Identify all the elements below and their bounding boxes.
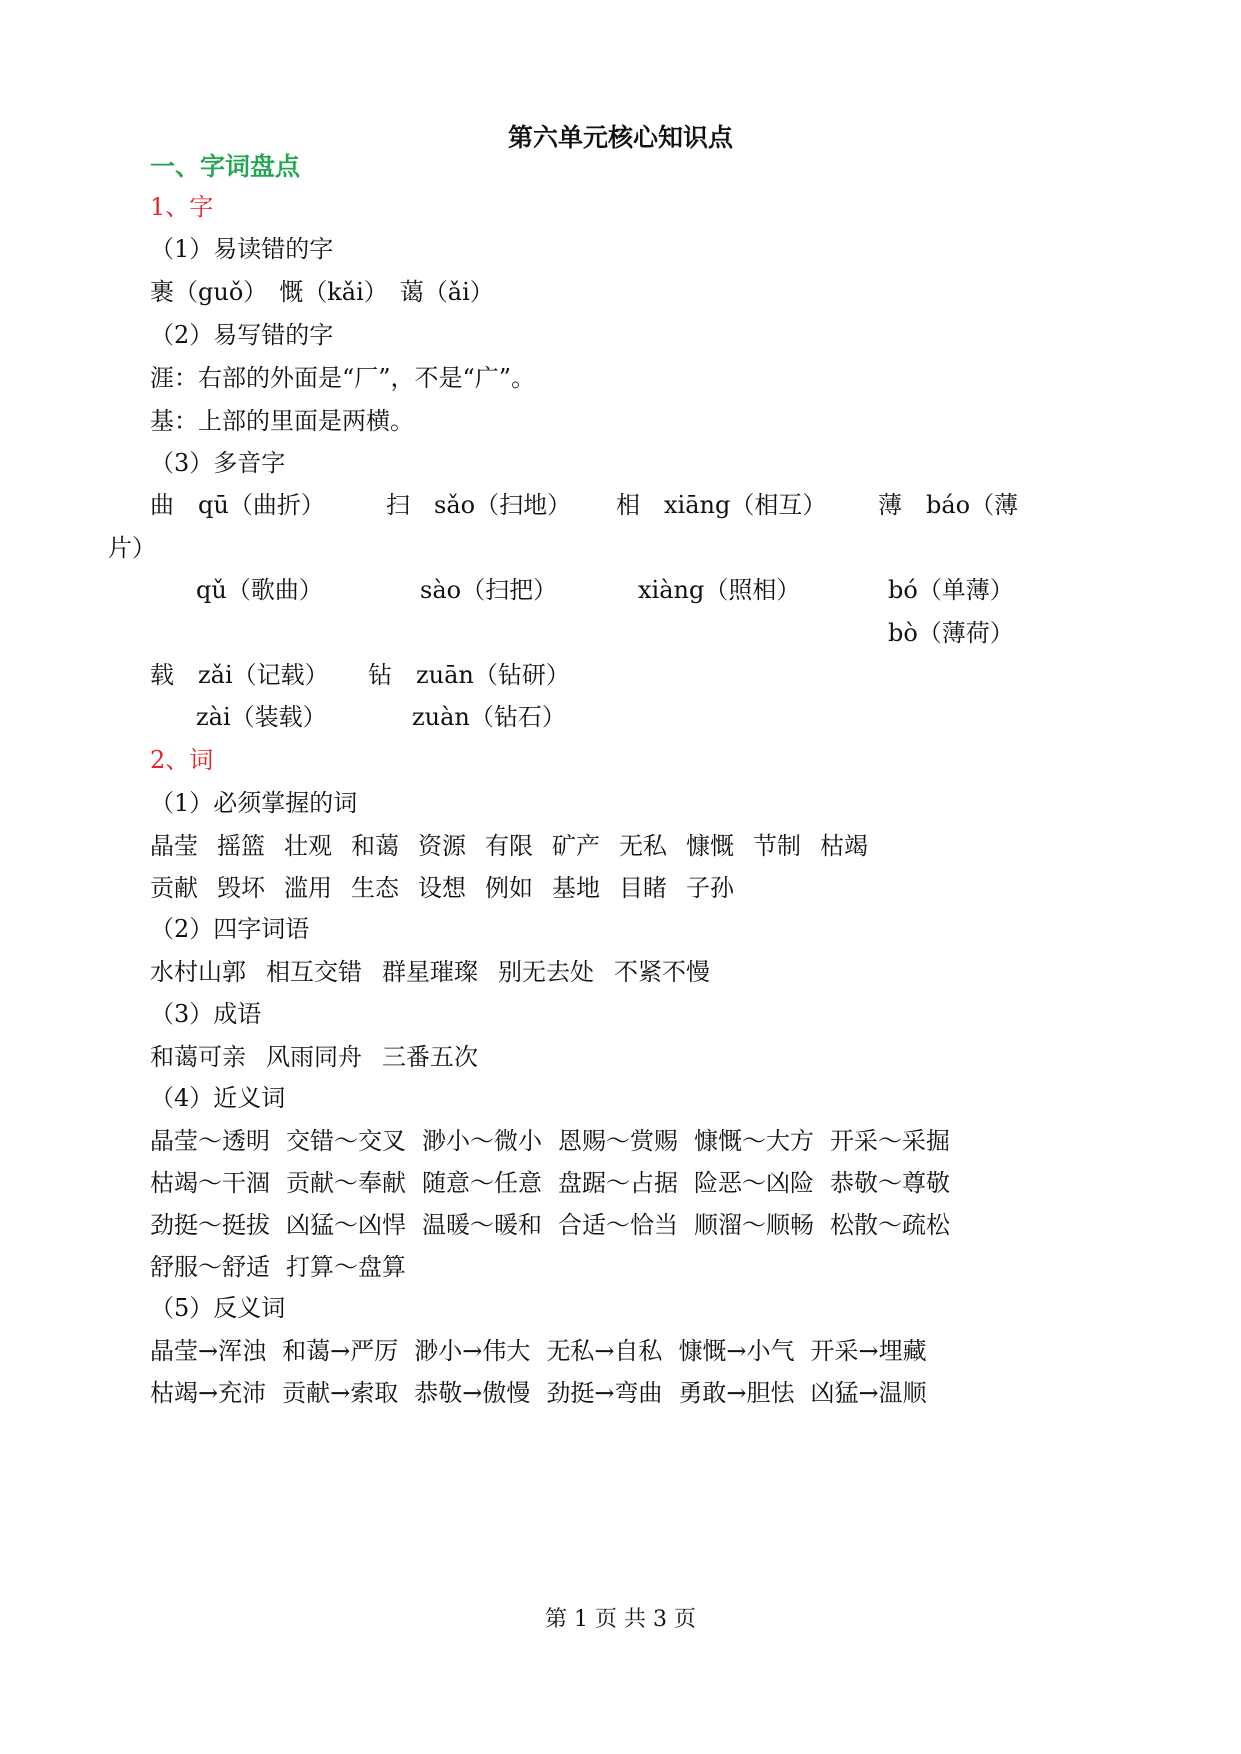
word-item: 开采～采掘 <box>830 1127 950 1155</box>
poly-bao-3: bò（薄荷） <box>888 619 1014 647</box>
idioms-row <box>150 1042 498 1072</box>
poly-bao-1: 薄 báo（薄 <box>878 491 1019 519</box>
easy-read-line: 裹（guǒ） 慨（kǎi） 蔼（ǎi） <box>150 278 494 306</box>
word-item: 别无去处 <box>498 958 594 986</box>
word-item: 和蔼→严厉 <box>282 1337 399 1365</box>
word-item: 盘踞～占据 <box>558 1169 678 1197</box>
antonyms-row-2 <box>150 1378 943 1408</box>
word-item: 松散～疏松 <box>830 1211 950 1239</box>
word-item: 有限 <box>485 832 533 860</box>
word-item: 枯竭→充沛 <box>150 1379 267 1407</box>
word-item: 资源 <box>418 832 466 860</box>
heading-idioms: （3）成语 <box>150 1000 262 1028</box>
must-know-row-2 <box>150 873 753 903</box>
heading-polyphonic: （3）多音字 <box>150 449 286 477</box>
poly-sao-2: sào（扫把） <box>420 576 558 604</box>
word-item: 无私 <box>619 832 667 860</box>
word-item: 劲挺→弯曲 <box>546 1379 663 1407</box>
word-item: 例如 <box>485 874 533 902</box>
poly-bao-1-wrap: 片） <box>108 534 156 562</box>
heading-four-char: （2）四字词语 <box>150 915 310 943</box>
word-item: 子孙 <box>686 874 734 902</box>
subheading-characters: 1、字 <box>150 193 214 221</box>
word-item: 温暖～暖和 <box>422 1211 542 1239</box>
word-item: 打算～盘算 <box>286 1253 406 1281</box>
word-item: 枯竭～干涸 <box>150 1169 270 1197</box>
word-item: 壮观 <box>284 832 332 860</box>
word-item: 随意～任意 <box>422 1169 542 1197</box>
word-item: 恭敬→傲慢 <box>414 1379 531 1407</box>
poly-xiang-1: 相 xiāng（相互） <box>616 491 827 519</box>
word-item: 恩赐～赏赐 <box>558 1127 678 1155</box>
word-item: 和蔼可亲 <box>150 1043 246 1071</box>
heading-must-know: （1）必须掌握的词 <box>150 789 358 817</box>
word-item: 顺溜～顺畅 <box>694 1211 814 1239</box>
word-item: 生态 <box>351 874 399 902</box>
page-title: 第六单元核心知识点 <box>507 123 733 152</box>
page-footer: 第 1 页 共 3 页 <box>545 1607 696 1632</box>
word-item: 节制 <box>753 832 801 860</box>
heading-easy-read: （1）易读错的字 <box>150 235 334 263</box>
synonyms-row-2 <box>150 1168 966 1198</box>
word-item: 矿产 <box>552 832 600 860</box>
word-item: 无私→自私 <box>546 1337 663 1365</box>
word-item: 交错～交叉 <box>286 1127 406 1155</box>
poly-zuan-2: zuàn（钻石） <box>412 703 566 731</box>
poly-zuan-1: 钻 zuān（钻研） <box>368 661 570 689</box>
poly-zai-1: 载 zǎi（记载） <box>150 661 329 689</box>
word-item: 开采→埋藏 <box>810 1337 927 1365</box>
word-item: 群星璀璨 <box>382 958 478 986</box>
word-item: 凶猛～凶悍 <box>286 1211 406 1239</box>
synonyms-row-3 <box>150 1210 966 1240</box>
word-item: 贡献～奉献 <box>286 1169 406 1197</box>
word-item: 三番五次 <box>382 1043 478 1071</box>
heading-antonyms: （5）反义词 <box>150 1294 286 1322</box>
word-item: 摇篮 <box>217 832 265 860</box>
word-item: 凶猛→温顺 <box>810 1379 927 1407</box>
word-item: 慷慨～大方 <box>694 1127 814 1155</box>
word-item: 贡献 <box>150 874 198 902</box>
poly-qu-2: qǔ（歌曲） <box>196 576 323 604</box>
word-item: 勇敢→胆怯 <box>678 1379 795 1407</box>
heading-synonyms: （4）近义词 <box>150 1084 286 1112</box>
word-item: 枯竭 <box>820 832 868 860</box>
word-item: 舒服～舒适 <box>150 1253 270 1281</box>
antonyms-row-1 <box>150 1336 943 1366</box>
word-item: 风雨同舟 <box>266 1043 362 1071</box>
word-item: 相互交错 <box>266 958 362 986</box>
word-item: 目睹 <box>619 874 667 902</box>
poly-sao-1: 扫 sǎo（扫地） <box>386 491 572 519</box>
four-char-row <box>150 957 730 987</box>
poly-zai-2: zài（装载） <box>196 703 327 731</box>
word-item: 合适～恰当 <box>558 1211 678 1239</box>
word-item: 水村山郭 <box>150 958 246 986</box>
word-item: 滥用 <box>284 874 332 902</box>
word-item: 晶莹 <box>150 832 198 860</box>
poly-bao-2: bó（单薄） <box>888 576 1014 604</box>
word-item: 慷慨 <box>686 832 734 860</box>
subheading-words: 2、词 <box>150 746 214 774</box>
synonyms-row-1 <box>150 1126 966 1156</box>
section-heading-words: 一、字词盘点 <box>150 152 301 181</box>
word-item: 劲挺～挺拔 <box>150 1211 270 1239</box>
easy-write-line-1: 涯：右部的外面是“厂”，不是“广”。 <box>150 364 536 392</box>
word-item: 渺小～微小 <box>422 1127 542 1155</box>
poly-xiang-2: xiàng（照相） <box>638 576 801 604</box>
word-item: 晶莹→浑浊 <box>150 1337 267 1365</box>
word-item: 毁坏 <box>217 874 265 902</box>
word-item: 基地 <box>552 874 600 902</box>
synonyms-row-4 <box>150 1252 422 1282</box>
word-item: 不紧不慢 <box>614 958 710 986</box>
word-item: 慷慨→小气 <box>678 1337 795 1365</box>
poly-qu-1: 曲 qū（曲折） <box>150 491 325 519</box>
word-item: 贡献→索取 <box>282 1379 399 1407</box>
easy-write-line-2: 基：上部的里面是两横。 <box>150 407 414 435</box>
word-item: 晶莹～透明 <box>150 1127 270 1155</box>
word-item: 设想 <box>418 874 466 902</box>
must-know-row-1 <box>150 831 887 861</box>
word-item: 险恶～凶险 <box>694 1169 814 1197</box>
word-item: 渺小→伟大 <box>414 1337 531 1365</box>
word-item: 恭敬～尊敬 <box>830 1169 950 1197</box>
heading-easy-write: （2）易写错的字 <box>150 321 334 349</box>
word-item: 和蔼 <box>351 832 399 860</box>
